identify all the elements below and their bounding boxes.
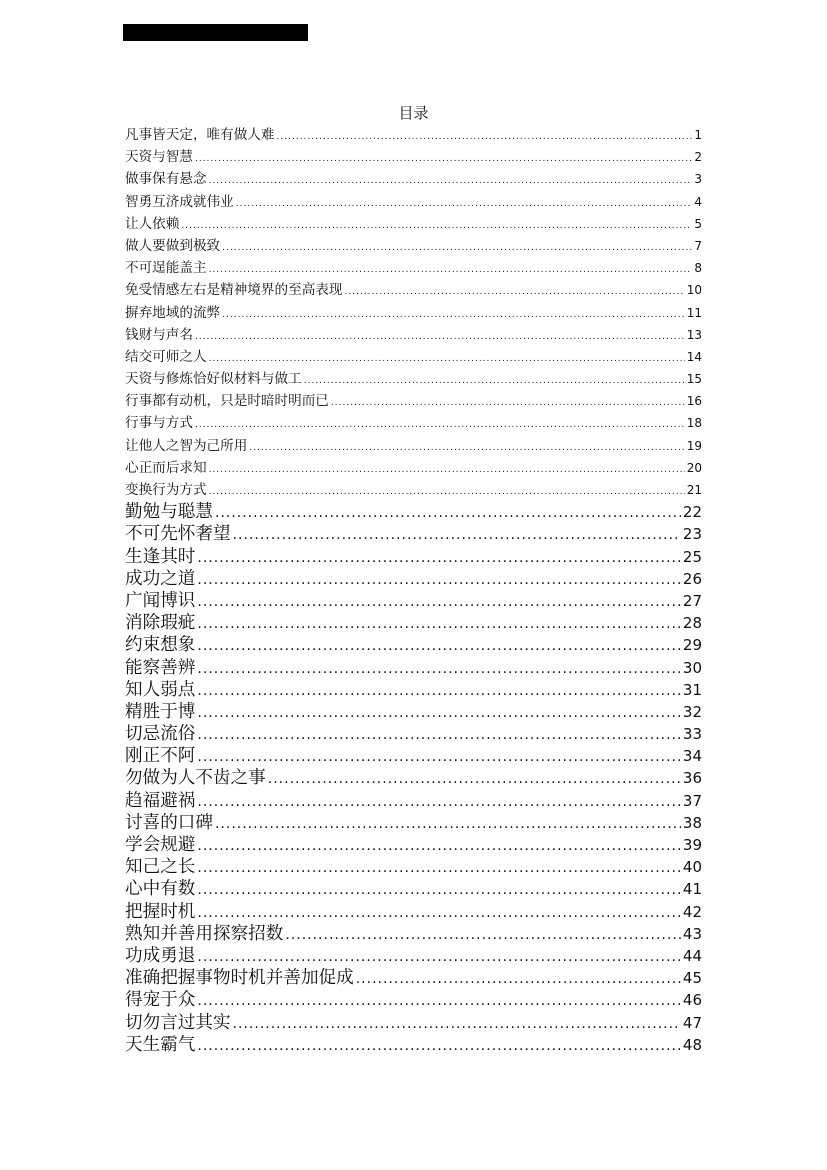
toc-entry-title: 凡事皆天定，唯有做人难 [125,127,275,143]
toc-entry-page: 1 [694,128,702,142]
toc-entry-page: 4 [694,194,702,209]
toc-entry-page: 19 [686,438,702,453]
toc-entry-title: 让人依赖 [125,215,180,232]
toc-entry[interactable] [125,856,702,878]
toc-entry-title: 广闻博识 [125,590,196,611]
toc-entry-title: 功成勇退 [125,945,196,966]
dot-leader [197,1035,681,1056]
dot-leader [209,481,685,501]
dot-leader [209,348,685,368]
dot-leader [285,924,681,945]
toc-entry[interactable] [125,1034,702,1056]
toc-entry-page: 33 [682,725,702,744]
toc-entry-title: 熟知并善用探察招数 [125,923,284,944]
toc-entry-title: 成功之道 [125,568,196,589]
toc-entry-title: 不可逞能盖主 [125,260,207,277]
toc-entry[interactable] [125,945,702,967]
toc-entry-page: 10 [686,283,702,298]
toc-entry[interactable] [125,834,702,856]
toc-entry-page: 32 [682,702,702,721]
toc-entry[interactable] [125,368,702,390]
toc-entry[interactable] [125,124,702,146]
dot-leader [209,170,693,190]
toc-entry-page: 40 [682,858,702,877]
dot-leader [277,126,693,146]
toc-entry[interactable] [125,146,702,168]
toc-entry-title: 准确把握事物时机并善加促成 [125,968,354,989]
dot-leader [197,857,681,878]
dot-leader [215,813,681,834]
toc-entry-title: 切忌流俗 [125,724,196,745]
toc-entry[interactable] [125,346,702,368]
toc-entry-page: 22 [682,503,702,522]
toc-entry-title: 刚正不阿 [125,746,196,767]
toc-entry-title: 勿做为人不齿之事 [125,768,266,789]
toc-entry-page: 2 [694,150,702,165]
toc-entry[interactable] [125,523,702,545]
toc-entry-title: 心中有数 [125,879,196,900]
toc-entry-page: 14 [686,349,702,364]
toc-entry-page: 36 [682,769,702,788]
dot-leader [197,569,681,590]
toc-entry-title: 做人要做到极致 [125,237,221,254]
toc-entry-title: 天资与修炼恰好似材料与做工 [125,371,302,388]
toc-entry-page: 13 [686,327,702,342]
toc-entry[interactable] [125,812,702,834]
toc-entry-page: 29 [682,636,702,655]
toc-entry[interactable] [125,878,702,900]
toc-entry[interactable] [125,657,702,679]
toc-entry-page: 43 [682,924,702,943]
toc-entry-title: 让他人之智为己所用 [125,437,248,454]
dot-leader [222,237,692,257]
toc-entry-page: 3 [694,172,702,187]
toc-entry[interactable] [125,967,702,989]
dot-leader [209,459,685,479]
toc-entry-title: 心正而后求知 [125,459,207,476]
toc-entry[interactable] [125,745,702,767]
dot-leader [197,724,681,745]
toc-entry-page: 47 [682,1013,702,1032]
toc-entry-page: 48 [682,1035,702,1054]
toc-entry[interactable] [125,634,702,656]
dot-leader [197,547,681,568]
dot-leader [181,215,692,235]
toc-entry[interactable] [125,324,702,346]
dot-leader [195,148,692,168]
toc-entry[interactable] [125,612,702,634]
dot-leader [197,613,681,634]
toc-entry[interactable] [125,546,702,568]
toc-entry-page: 46 [682,991,702,1010]
toc-entry-page: 45 [682,969,702,988]
dot-leader [222,304,685,324]
toc-entry-page: 30 [682,658,702,677]
dot-leader [233,1013,681,1034]
toc-entry[interactable] [125,923,702,945]
toc-entry-title: 知己之长 [125,857,196,878]
toc-entry-title: 摒弃地域的流弊 [125,304,221,321]
toc-entry-page: 23 [682,525,702,544]
dot-leader [356,968,681,989]
toc-entry-title: 做事保有悬念 [125,171,207,188]
toc-entry[interactable] [125,1012,702,1034]
dot-leader [197,791,681,812]
toc-entry[interactable] [125,435,702,457]
toc-entry[interactable] [125,257,702,279]
toc-entry-page: 31 [682,680,702,699]
dot-leader [197,879,681,900]
toc-entry-title: 天资与智慧 [125,149,193,166]
dot-leader [209,259,693,279]
dot-leader [233,524,681,545]
toc-entry[interactable] [125,457,702,479]
toc-entry[interactable] [125,279,702,301]
dot-leader [197,635,681,656]
toc-entry[interactable] [125,479,702,501]
toc-entry-title: 变换行为方式 [125,482,207,498]
toc-entry-page: 5 [694,216,702,231]
dot-leader [345,281,685,301]
toc-entry-title: 约束想象 [125,635,196,656]
toc-entry-page: 21 [686,483,702,497]
toc-entry[interactable] [125,213,702,235]
toc-entry-title: 行事都有动机，只是时暗时明而已 [125,393,329,410]
toc-entry-page: 7 [694,238,702,253]
toc-entry-title: 能察善辨 [125,657,196,678]
toc-entry-page: 18 [686,416,702,431]
toc-entry-page: 11 [686,305,702,320]
toc-entry-page: 16 [686,394,702,409]
toc-entry-page: 8 [694,261,702,276]
toc-entry-title: 智勇互济成就伟业 [125,193,234,210]
dot-leader [195,326,685,346]
toc-entry-page: 26 [682,569,702,588]
toc-entry-page: 25 [682,547,702,566]
toc-entry-title: 钱财与声名 [125,326,193,343]
toc-entry-title: 勤勉与聪慧 [125,502,213,523]
toc-entry[interactable] [125,590,702,612]
toc-entry-title: 切勿言过其实 [125,1012,231,1033]
toc-entry-page: 20 [686,460,702,475]
dot-leader [268,768,681,789]
dot-leader [304,370,685,390]
toc-entry-title: 精胜于博 [125,701,196,722]
toc-entry[interactable] [125,790,702,812]
toc-entry[interactable] [125,568,702,590]
toc-entry[interactable] [125,767,702,789]
toc-entry-page: 28 [682,614,702,633]
dot-leader [197,702,681,723]
dot-leader [236,193,693,213]
toc-entry[interactable] [125,501,702,523]
toc-entry-title: 行事与方式 [125,415,193,432]
toc-entry-title: 天生霸气 [125,1034,196,1055]
toc-entry-page: 34 [682,747,702,766]
toc-entry-title: 得宠于众 [125,990,196,1011]
dot-leader [197,680,681,701]
table-of-contents [125,124,702,1056]
dot-leader [215,502,681,523]
redaction-bar [123,24,308,41]
toc-entry-title: 生逢其时 [125,546,196,567]
toc-entry-page: 37 [682,791,702,810]
toc-entry-title: 结交可师之人 [125,348,207,365]
toc-entry-title: 讨喜的口碑 [125,812,213,833]
toc-entry-title: 免受情感左右是精神境界的至高表现 [125,282,343,299]
dot-leader [197,835,681,856]
toc-entry-page: 41 [682,880,702,899]
toc-entry-page: 15 [686,372,702,387]
toc-entry[interactable] [125,235,702,257]
toc-entry[interactable] [125,679,702,701]
toc-entry[interactable] [125,989,702,1011]
toc-entry[interactable] [125,412,702,434]
dot-leader [197,946,681,967]
dot-leader [197,591,681,612]
dot-leader [331,392,685,412]
dot-leader [197,990,681,1011]
toc-entry[interactable] [125,390,702,412]
toc-entry[interactable] [125,191,702,213]
toc-entry-page: 27 [682,591,702,610]
toc-entry-page: 38 [682,813,702,832]
toc-entry[interactable] [125,723,702,745]
toc-entry-title: 趋福避祸 [125,790,196,811]
toc-entry-title: 知人弱点 [125,679,196,700]
toc-entry[interactable] [125,302,702,324]
toc-entry-page: 39 [682,836,702,854]
dot-leader [197,658,681,679]
dot-leader [249,437,684,457]
toc-entry-title: 学会规避 [125,835,196,855]
dot-leader [197,902,681,923]
dot-leader [197,746,681,767]
toc-entry[interactable] [125,168,702,190]
toc-entry-page: 44 [682,946,702,965]
dot-leader [195,414,685,434]
toc-entry-title: 把握时机 [125,901,196,922]
toc-entry-page: 42 [682,902,702,921]
toc-entry[interactable] [125,701,702,723]
toc-heading: 目录 [398,104,429,122]
toc-entry-title: 不可先怀奢望 [125,524,231,545]
toc-entry-title: 消除瑕疵 [125,613,196,634]
toc-entry[interactable] [125,901,702,923]
